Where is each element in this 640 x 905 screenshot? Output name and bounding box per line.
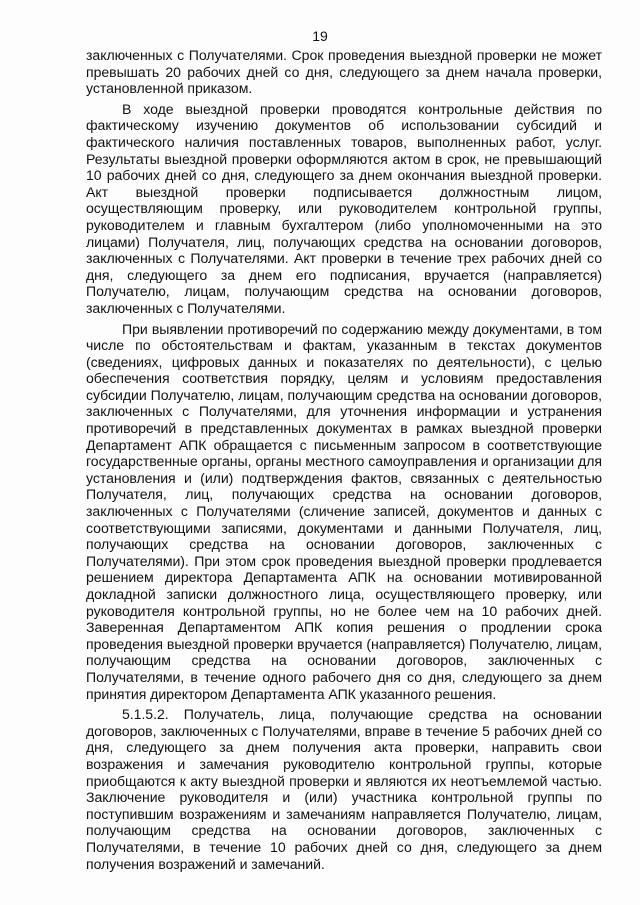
- page-number: 19: [312, 28, 328, 44]
- paragraph-field-inspection: В ходе выездной проверки проводятся контрольные действия по фактическому изучению документов об использовании субсидий и фактического наличия поставленных товаров, выполненных работ, услуг. Результаты выездной проверки оформляются актом в срок, не превышающий 10 рабочих дней со дня, следующего за днем окончания выездной проверки. Акт выездной проверки подписывается должностным лицом, осуществляющим проверку, или руководителем контрольной группы, руководителем и главным бухгалтером (либо уполномоченными на это лицами) Получателя, лиц, получающих средства на основании договоров, заключенных с Получателями. Акт проверки в течение трех рабочих дней со дня, следующего за днем его подписания, вручается (направляется) Получателю, лицам, получающим средства на основании договоров, заключенных с Получателями.: [86, 100, 602, 316]
- paragraph-5-1-5-2: 5.1.5.2. Получатель, лица, получающие средства на основании договоров, заключенных с Получателями, вправе в течение 5 рабочих дней со дня, следующего за днем получения акта проверки, направить свои возражения и замечания руководителю контрольной группы, которые приобщаются к акту выездной проверки и являются их неотъемлемой частью. Заключение руководителя и (или) участника контрольной группы по поступившим возражениям и замечаниям направляется Получателю, лицам, получающим средства на основании договоров, заключенных с Получателями, в течение 10 рабочих дней со дня, следующего за днем получения возражений и замечаний.: [86, 706, 602, 872]
- document-body: [86, 47, 602, 876]
- paragraph-continuation: заключенных с Получателями. Срок проведения выездной проверки не может превышать 20 рабочих дней со дня, следующего за днем начала проверки, установленной приказом.: [86, 47, 602, 97]
- paragraph-contradictions: При выявлении противоречий по содержанию между документами, в том числе по обстоятельствам и фактам, указанным в текстах документов (сведениях, цифровых данных и показателях по деятельности), с целью обеспечения соответствия порядку, целям и условиям предоставления субсидии Получателю, лицам, получающим средства на основании договоров, заключенных с Получателями, для уточнения информации и устранения противоречий в представленных документах в рамках выездной проверки Департамент АПК обращается с письменным запросом в соответствующие государственные органы, органы местного самоуправления и организации для установления и (или) подтверждения фактов, связанных с деятельностью Получателя, лиц, получающих средства на основании договоров, заключенных с Получателями (сличение записей, документов и данных с соответствующими записями, документами и данными Получателя, лиц, получающих средства на основании договоров, заключенных с Получателями). При этом срок проведения выездной проверки продлевается решением директора Департамента АПК на основании мотивированной докладной записки должностного лица, осуществляющего проверку, или руководителя контрольной группы, но не более чем на 10 рабочих дней. Заверенная Департаментом АПК копия решения о продлении срока проведения выездной проверки вручается (направляется) Получателю, лицам, получающим средства на основании договоров, заключенных с Получателями, в течение одного рабочего дня со дня, следующего за днем принятия директором Департамента АПК указанного решения.: [86, 320, 602, 702]
